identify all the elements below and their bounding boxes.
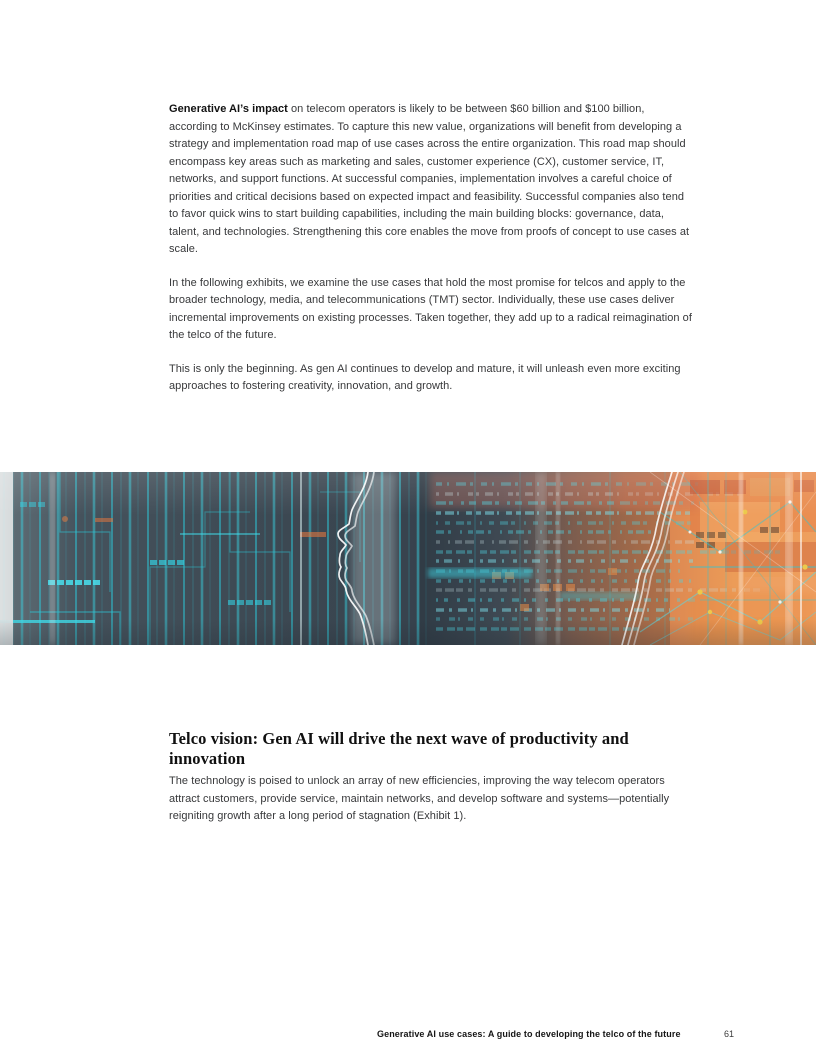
telco-vision-section — [169, 729, 694, 826]
article-body — [169, 101, 692, 412]
intro-paragraph — [169, 101, 692, 259]
paragraph-exhibits: In the following exhibits, we examine the use cases that hold the most promise for telcos and apply to the broader technology, media, and telecommunications (TMT) sector. Individually, these use cases deliver incremental improvements on existing processes. Taken together, they add up to a radical reimagination of the telco of the future. — [169, 276, 692, 341]
intro-lead-bold: Generative AI’s impact — [169, 103, 288, 115]
intro-lead-rest: on telecom operators is likely to be between $60 billion and $100 billion, according to McKinsey estimates. To capture this new value, organizations will benefit from developing a strategy and implementation road map of use cases across the entire organization. This road map should encompass key areas such as marketing and sales, customer experience (CX), customer service, IT, networks, and support functions. At successful companies, implementation involves a careful choice of priorities and critical decisions based on expected impact and feasibility. Successful companies also tend to favor quick wins to start building capabilities, including the main building blocks: governance, data, talent, and technologies. Strengthening this core enables the move from proofs of concept to use cases at scale. — [169, 103, 690, 255]
hero-image — [0, 472, 816, 645]
section-paragraph: The technology is poised to unlock an array of new efficiencies, improving the way telecom operators attract customers, provide service, maintain networks, and develop software and systems—potentially reigniting growth after a long period of stagnation (Exhibit 1). — [169, 775, 670, 822]
section-heading: Telco vision: Gen AI will drive the next wave of productivity and innovation — [169, 729, 629, 768]
paragraph-beginning: This is only the beginning. As gen AI continues to develop and mature, it will unleash even more exciting approaches to fostering creativity, innovation, and growth. — [169, 362, 681, 392]
running-footer-title: Generative AI use cases: A guide to developing the telco of the future — [377, 1029, 681, 1039]
page-number: 61 — [724, 1029, 735, 1039]
hero-image-canvas — [0, 472, 816, 645]
